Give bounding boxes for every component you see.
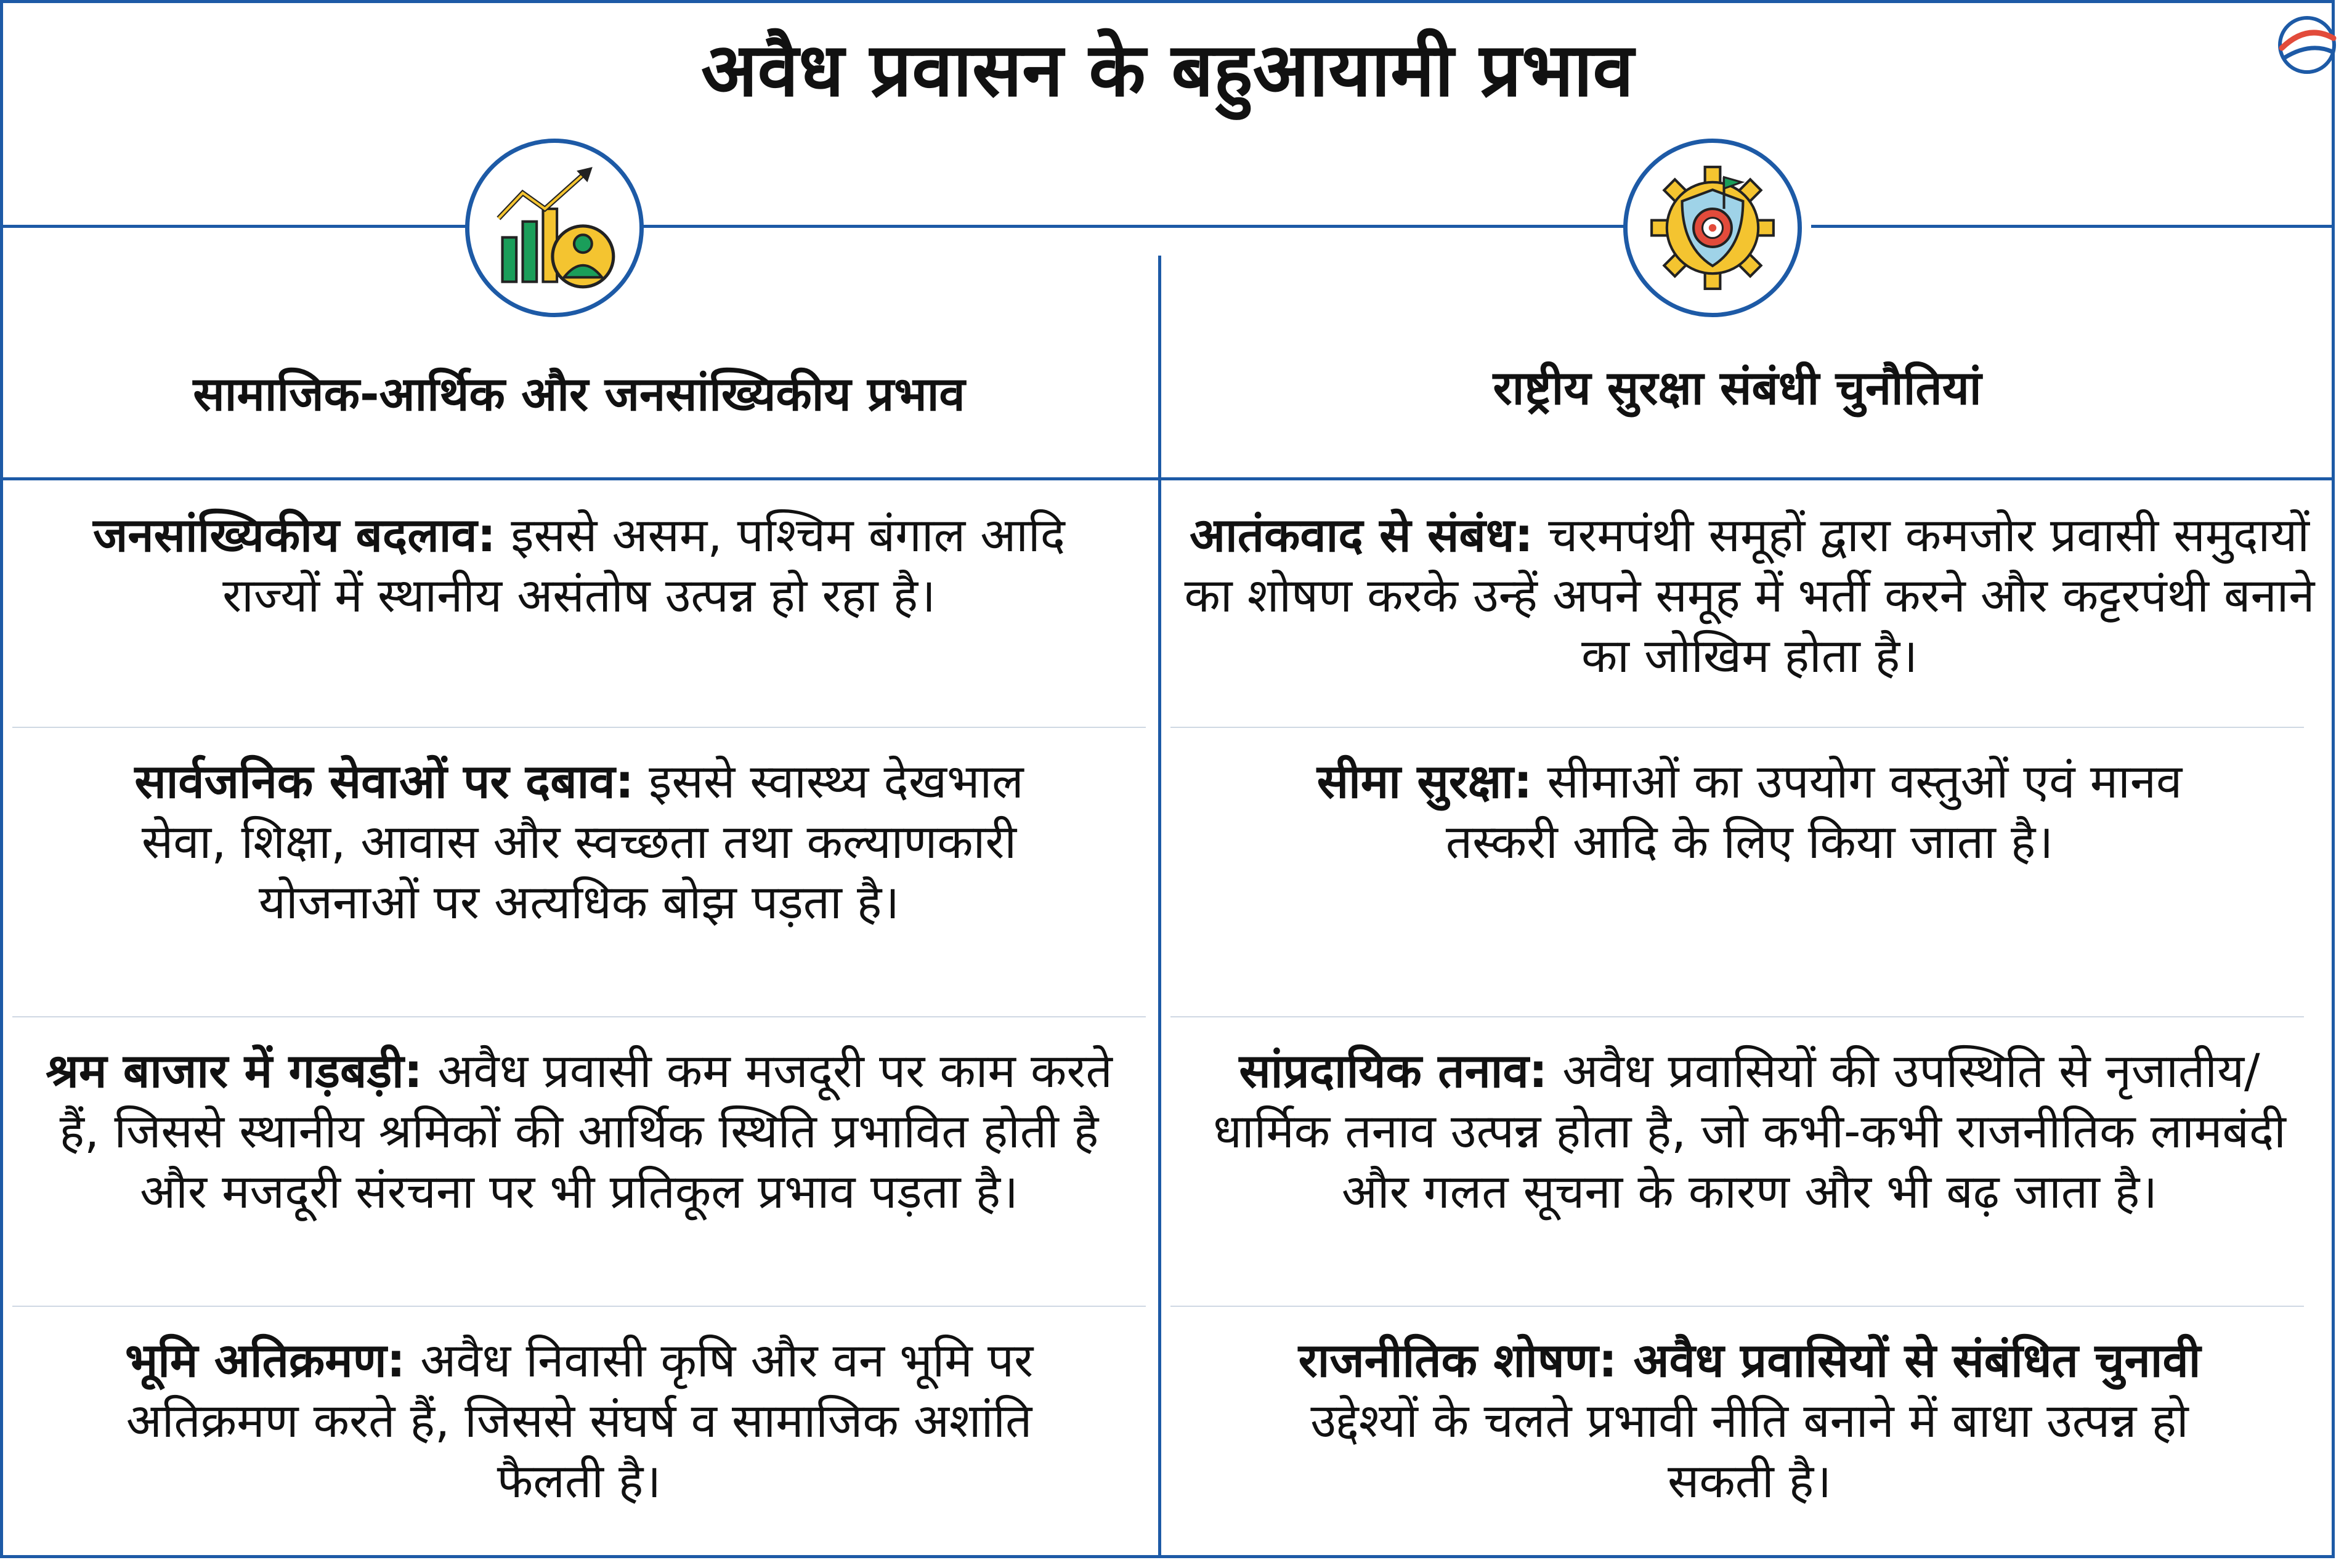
item-text: चरमपंथी समूहों द्वारा कमजोर प्रवासी समुदायों का शोषण करके उन्हें अपने समूह में भर्ती करने और कट्टरपंथी बनाने का जोखिम होता है। — [1184, 507, 2315, 683]
column-divider — [1158, 256, 1161, 1558]
item-label: सांप्रदायिक तनाव: — [1239, 1043, 1548, 1098]
left-icon-badge — [465, 139, 644, 317]
header-divider-right — [1811, 225, 2335, 228]
item-label: जनसांख्यिकीय बदलाव: — [93, 507, 497, 562]
list-item — [43, 505, 1115, 626]
header-divider-middle — [641, 225, 1626, 228]
row-separator — [1170, 1306, 2304, 1307]
list-item — [86, 751, 1072, 932]
item-label: श्रम बाजार में गड़बड़ी: — [46, 1043, 423, 1098]
row-separator — [12, 1016, 1146, 1017]
growth-chart-person-icon — [491, 164, 618, 291]
list-item — [86, 1330, 1072, 1511]
item-label: राजनीतिक शोषण: अवैध प्रवासियों से संबंधित चुनावी — [1298, 1333, 2201, 1388]
list-item — [1300, 751, 2199, 872]
row-separator — [1170, 727, 2304, 728]
right-icon-badge — [1623, 139, 1802, 317]
row-separator — [1170, 1016, 2304, 1017]
item-text: इससे असम, पश्चिम बंगाल आदि राज्यों में स्थानीय असंतोष उत्पन्न हो रहा है। — [222, 507, 1065, 623]
left-column-heading: सामाजिक-आर्थिक और जनसांख्यिकीय प्रभाव — [193, 366, 965, 421]
item-text: अवैध प्रवासी कम मजदूरी पर काम करते हैं, जिससे स्थानीय श्रमिकों की आर्थिक स्थिति प्रभावित होती है और मजदूरी संरचना पर भी प्रतिकूल प्रभाव पड़ता है। — [59, 1043, 1113, 1219]
list-item — [1183, 505, 2316, 686]
list-item — [1281, 1330, 2218, 1511]
item-label: आतंकवाद से संबंध: — [1190, 507, 1533, 562]
item-text: सीमाओं का उपयोग वस्तुओं एवं मानव तस्करी आदि के लिए किया जाता है। — [1445, 754, 2183, 869]
item-text: उद्देश्यों के चलते प्रभावी नीति बनाने में बाधा उत्पन्न हो सकती है। — [1310, 1393, 2189, 1508]
header-divider-left — [0, 225, 468, 228]
item-label: सीमा सुरक्षा: — [1316, 754, 1533, 809]
list-item — [1189, 1041, 2310, 1222]
row-separator — [12, 727, 1146, 728]
item-text: इससे स्वास्थ्य देखभाल सेवा, शिक्षा, आवास और स्वच्छता तथा कल्याणकारी योजनाओं पर अत्यधिक बोझ पड़ता है। — [141, 754, 1024, 929]
right-column-heading: राष्ट्रीय सुरक्षा संबंधी चुनौतियां — [1493, 360, 1982, 415]
page-title: अवैध प्रवासन के बहुआयामी प्रभाव — [700, 28, 1634, 113]
security-shield-gear-icon — [1649, 164, 1776, 291]
item-label: सार्वजनिक सेवाओं पर दबाव: — [134, 754, 634, 809]
row-separator — [12, 1306, 1146, 1307]
item-text: अवैध प्रवासियों की उपस्थिति से नृजातीय/ धार्मिक तनाव उत्पन्न होता है, जो कभी-कभी राजनीतिक लामबंदी और गलत सूचना के कारण और भी बढ़ जाता है। — [1213, 1043, 2286, 1219]
list-item — [43, 1041, 1115, 1222]
item-label: भूमि अतिक्रमण: — [124, 1333, 406, 1388]
globe-logo-icon — [2273, 11, 2341, 79]
heading-divider — [0, 477, 2335, 480]
item-text: अवैध निवासी कृषि और वन भूमि पर अतिक्रमण करते हैं, जिससे संघर्ष व सामाजिक अशांति फैलती है। — [126, 1333, 1034, 1508]
